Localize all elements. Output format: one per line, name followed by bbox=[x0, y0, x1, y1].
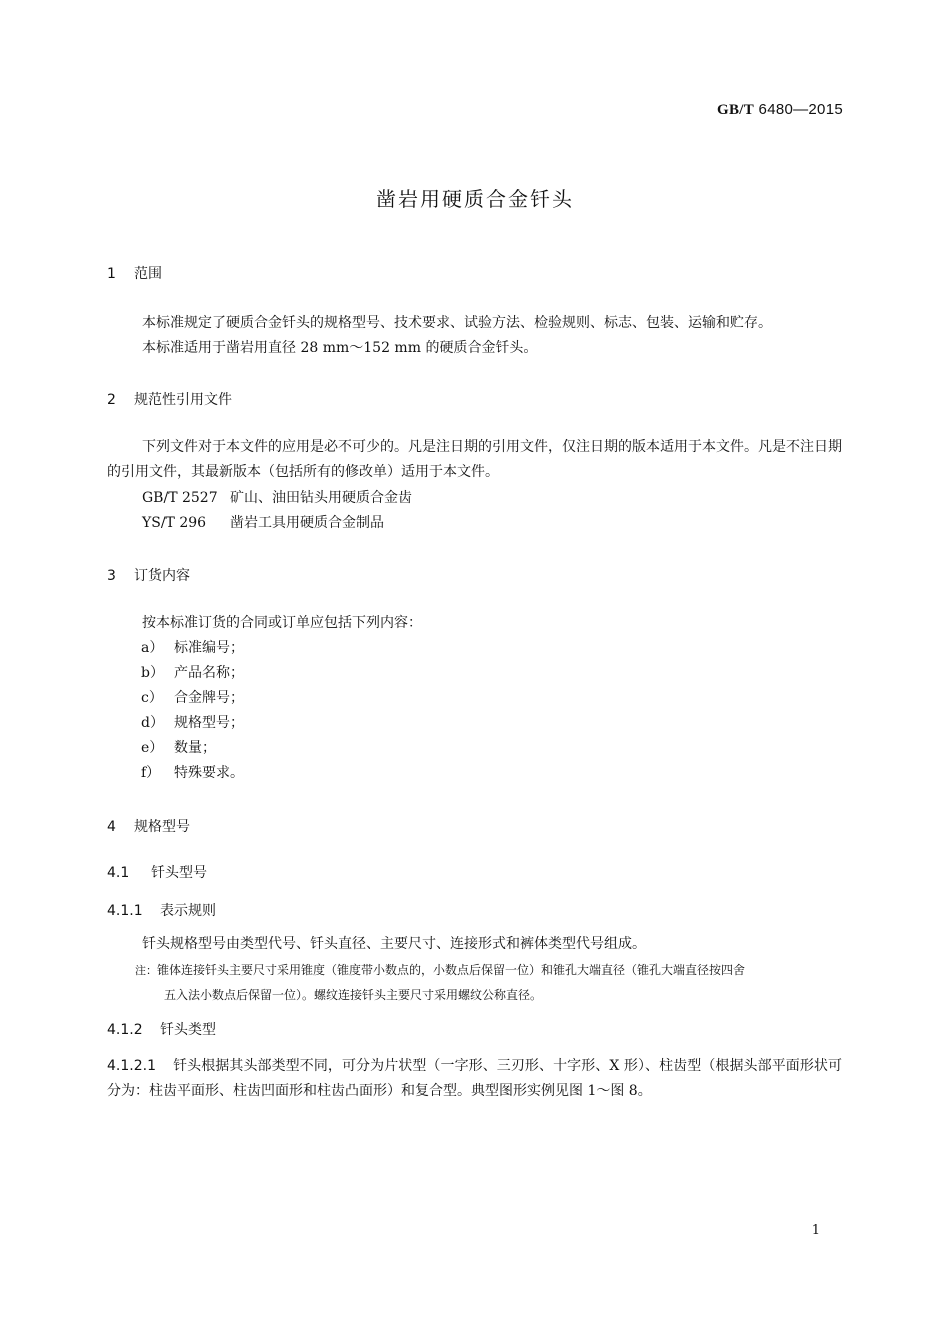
section-4-1-1-heading bbox=[107, 900, 216, 920]
reference-code: YS/T 296 bbox=[142, 515, 207, 531]
list-item bbox=[141, 636, 244, 661]
section-4-1-2-heading bbox=[107, 1019, 216, 1039]
list-item-text: 标准编号； bbox=[174, 640, 244, 656]
section-number: 4 bbox=[107, 819, 116, 835]
section-number: 1 bbox=[107, 266, 116, 282]
section-3-intro: 按本标准订货的合同或订单应包括下列内容： bbox=[142, 615, 422, 631]
list-item-label: b） bbox=[141, 665, 164, 681]
section-1-paragraph-2: 本标准适用于凿岩用直径 28 mm～152 mm 的硬质合金钎头。 bbox=[142, 340, 538, 356]
section-2-paragraph: 下列文件对于本文件的应用是必不可少的。凡是注日期的引用文件，仅注日期的版本适用于本文件。凡是不注日期的引用文件，其最新版本（包括所有的修改单）适用于本文件。 bbox=[107, 439, 842, 480]
note-label: 注： bbox=[135, 964, 157, 977]
list-item-label: e） bbox=[141, 740, 164, 756]
section-title: 表示规则 bbox=[160, 903, 216, 919]
section-number: 2 bbox=[107, 392, 116, 408]
list-item bbox=[141, 711, 244, 736]
list-item-label: c） bbox=[141, 690, 163, 706]
list-item-text: 合金牌号； bbox=[174, 690, 244, 706]
list-item bbox=[141, 686, 244, 711]
section-number: 4.1.2 bbox=[107, 1022, 143, 1038]
document-title: 凿岩用硬质合金钎头 bbox=[376, 187, 574, 211]
list-item-text: 产品名称； bbox=[174, 665, 244, 681]
reference-item bbox=[142, 511, 384, 536]
list-item-label: a） bbox=[141, 640, 164, 656]
note bbox=[135, 958, 843, 1007]
section-4-1-2-1-paragraph bbox=[107, 1054, 842, 1104]
list-item-text: 特殊要求。 bbox=[174, 765, 244, 781]
standard-number: 6480—2015 bbox=[758, 101, 843, 118]
reference-title: 矿山、油田钻头用硬质合金齿 bbox=[230, 490, 412, 506]
page-number: 1 bbox=[811, 1223, 820, 1238]
list-item bbox=[141, 736, 216, 761]
reference-code: GB/T 2527 bbox=[142, 490, 218, 506]
section-title: 规格型号 bbox=[134, 819, 190, 835]
section-number: 4.1.1 bbox=[107, 903, 143, 919]
list-item-text: 数量； bbox=[174, 740, 216, 756]
section-2-heading bbox=[107, 389, 232, 409]
section-number: 3 bbox=[107, 568, 116, 584]
note-line bbox=[135, 958, 843, 983]
section-title: 规范性引用文件 bbox=[134, 392, 232, 408]
section-4-1-heading bbox=[107, 862, 207, 882]
section-4-1-1-paragraph: 钎头规格型号由类型代号、钎头直径、主要尺寸、连接形式和裤体类型代号组成。 bbox=[142, 936, 646, 952]
section-number: 4.1.2.1 bbox=[107, 1058, 156, 1074]
note-line: 五入法小数点后保留一位）。螺纹连接钎头主要尺寸采用螺纹公称直径。 bbox=[164, 988, 543, 1002]
section-title: 钎头型号 bbox=[151, 865, 207, 881]
section-text: 钎头根据其头部类型不同，可分为片状型（一字形、三刃形、十字形、X 形）、柱齿型（根据头部平面形状可分为：柱齿平面形、柱齿凹面形和柱齿凸面形）和复合型。典型图形实例见图 1～图 8。 bbox=[107, 1058, 842, 1099]
reference-title: 凿岩工具用硬质合金制品 bbox=[230, 515, 384, 531]
note-text: 锥体连接钎头主要尺寸采用锥度（锥度带小数点的，小数点后保留一位）和锥孔大端直径（锥孔大端直径按四舍 bbox=[157, 963, 746, 977]
reference-item bbox=[142, 486, 412, 511]
list-item bbox=[141, 661, 244, 686]
standard-code bbox=[717, 101, 843, 119]
section-title: 订货内容 bbox=[134, 568, 190, 584]
section-1-paragraph-1: 本标准规定了硬质合金钎头的规格型号、技术要求、试验方法、检验规则、标志、包装、运输和贮存。 bbox=[142, 315, 772, 331]
list-item-label: d） bbox=[141, 715, 164, 731]
section-3-heading bbox=[107, 565, 190, 585]
list-item bbox=[141, 761, 244, 786]
list-item-text: 规格型号； bbox=[174, 715, 244, 731]
section-title: 钎头类型 bbox=[160, 1022, 216, 1038]
section-1-heading bbox=[107, 263, 162, 283]
section-title: 范围 bbox=[134, 266, 162, 282]
section-4-heading bbox=[107, 816, 190, 836]
standard-prefix: GB/T bbox=[717, 102, 755, 118]
section-number: 4.1 bbox=[107, 865, 130, 881]
list-item-label: f） bbox=[141, 765, 161, 781]
